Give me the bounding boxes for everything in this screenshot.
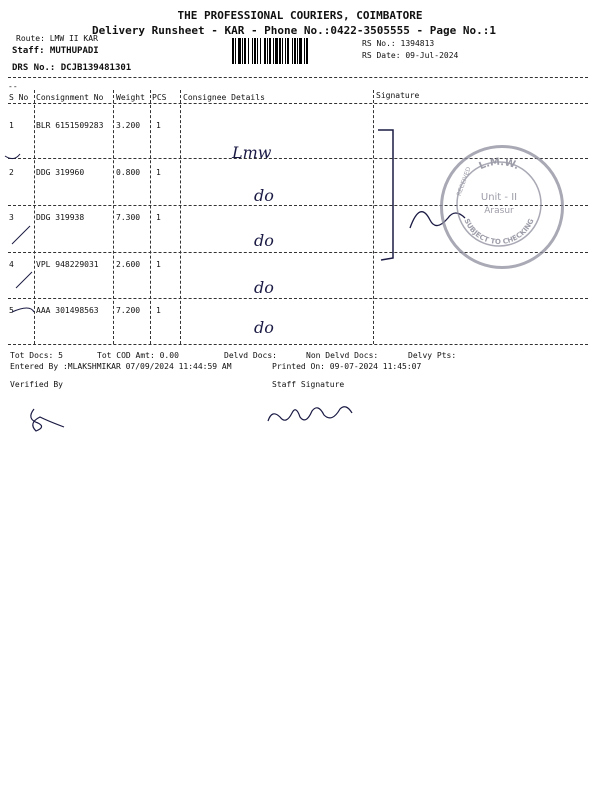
col-pcs: PCS <box>152 93 167 102</box>
received-stamp <box>440 145 564 269</box>
delvy-pts: Delvy Pts: <box>408 351 457 360</box>
stamp-bottom-text: SUBJECT TO CHECKING <box>462 217 536 247</box>
barcode <box>232 38 356 64</box>
row-sno: 4 <box>9 260 14 269</box>
row-pcs: 1 <box>156 260 161 269</box>
row-weight: 7.300 <box>116 213 141 222</box>
row-sno: 2 <box>9 168 14 177</box>
col-consignee: Consignee Details <box>183 93 265 102</box>
staff-signature <box>268 407 352 421</box>
rule-marker: -- <box>8 82 18 91</box>
route-label: Route: LMW II KAR <box>16 34 98 43</box>
drs-number: DRS No.: DCJB139481301 <box>12 63 132 73</box>
tot-cod: Tot COD Amt: 0.00 <box>97 351 179 360</box>
barcode-bar <box>308 38 309 64</box>
row-sno: 1 <box>9 121 14 130</box>
row-consignee-handwritten: do <box>254 278 274 297</box>
tick-mark <box>12 308 34 312</box>
row-consignment: DDG 319960 <box>36 168 85 177</box>
entered-by: Entered By :MLAKSHMIKAR 07/09/2024 11:44:59 AM <box>10 362 232 371</box>
staff-signature-label: Staff Signature <box>272 380 345 389</box>
row-consignment: VPL 948229031 <box>36 260 99 269</box>
col-sno: S No <box>9 93 29 102</box>
row-consignment: BLR 6151509283 <box>36 121 104 130</box>
row-pcs: 1 <box>156 306 161 315</box>
rs-date: RS Date: 09-Jul-2024 <box>362 51 459 60</box>
stamp-top-text: L.M.W. <box>477 156 521 173</box>
row-sno: 5 <box>9 306 14 315</box>
row-weight: 2.600 <box>116 260 141 269</box>
row-consignee-handwritten: do <box>254 318 274 337</box>
row-consignee-handwritten: Lmw <box>232 143 272 162</box>
company-title: THE PROFESSIONAL COURIERS, COIMBATORE <box>177 9 423 22</box>
col-weight: Weight <box>116 93 145 102</box>
row-weight: 7.200 <box>116 306 141 315</box>
verifier-signature <box>31 409 64 431</box>
row-consignment: DDG 319938 <box>36 213 85 222</box>
tot-docs: Tot Docs: 5 <box>10 351 63 360</box>
row-consignee-handwritten: do <box>254 231 274 250</box>
svg-text:L.M.W. <box>478 157 521 172</box>
row-weight: 0.800 <box>116 168 141 177</box>
delvd-docs: Delvd Docs: <box>224 351 277 360</box>
tick-mark <box>5 154 20 159</box>
top-rule <box>8 77 588 78</box>
rs-number: RS No.: 1394813 <box>362 39 435 48</box>
staff-label: Staff: MUTHUPADI <box>12 46 99 56</box>
row-pcs: 1 <box>156 213 161 222</box>
row-consignee-handwritten: do <box>254 186 274 205</box>
non-delvd-docs: Non Delvd Docs: <box>306 351 379 360</box>
tick-mark <box>12 226 30 244</box>
col-consignment: Consignment No <box>36 93 104 102</box>
printed-on: Printed On: 09-07-2024 11:45:07 <box>272 362 422 371</box>
svg-text:SUBJECT TO CHECKING <box>462 217 535 246</box>
row-pcs: 1 <box>156 168 161 177</box>
runsheet-subtitle: Delivery Runsheet - KAR - Phone No.:0422-3505555 - Page No.:1 <box>92 24 496 37</box>
stamp-center-text: Unit - II <box>480 192 518 203</box>
tick-mark <box>16 272 32 288</box>
verified-by-label: Verified By <box>10 380 63 389</box>
stamp-under-text: Arasur <box>484 206 514 216</box>
row-consignment: AAA 301498563 <box>36 306 99 315</box>
row-sno: 3 <box>9 213 14 222</box>
stamp-left-text: RECEIVED <box>455 166 473 197</box>
row-pcs: 1 <box>156 121 161 130</box>
signature-bracket <box>378 130 393 260</box>
stamp-ring <box>440 145 558 263</box>
footer-signatures <box>0 395 600 445</box>
col-signature: Signature <box>376 91 420 100</box>
row-weight: 3.200 <box>116 121 141 130</box>
